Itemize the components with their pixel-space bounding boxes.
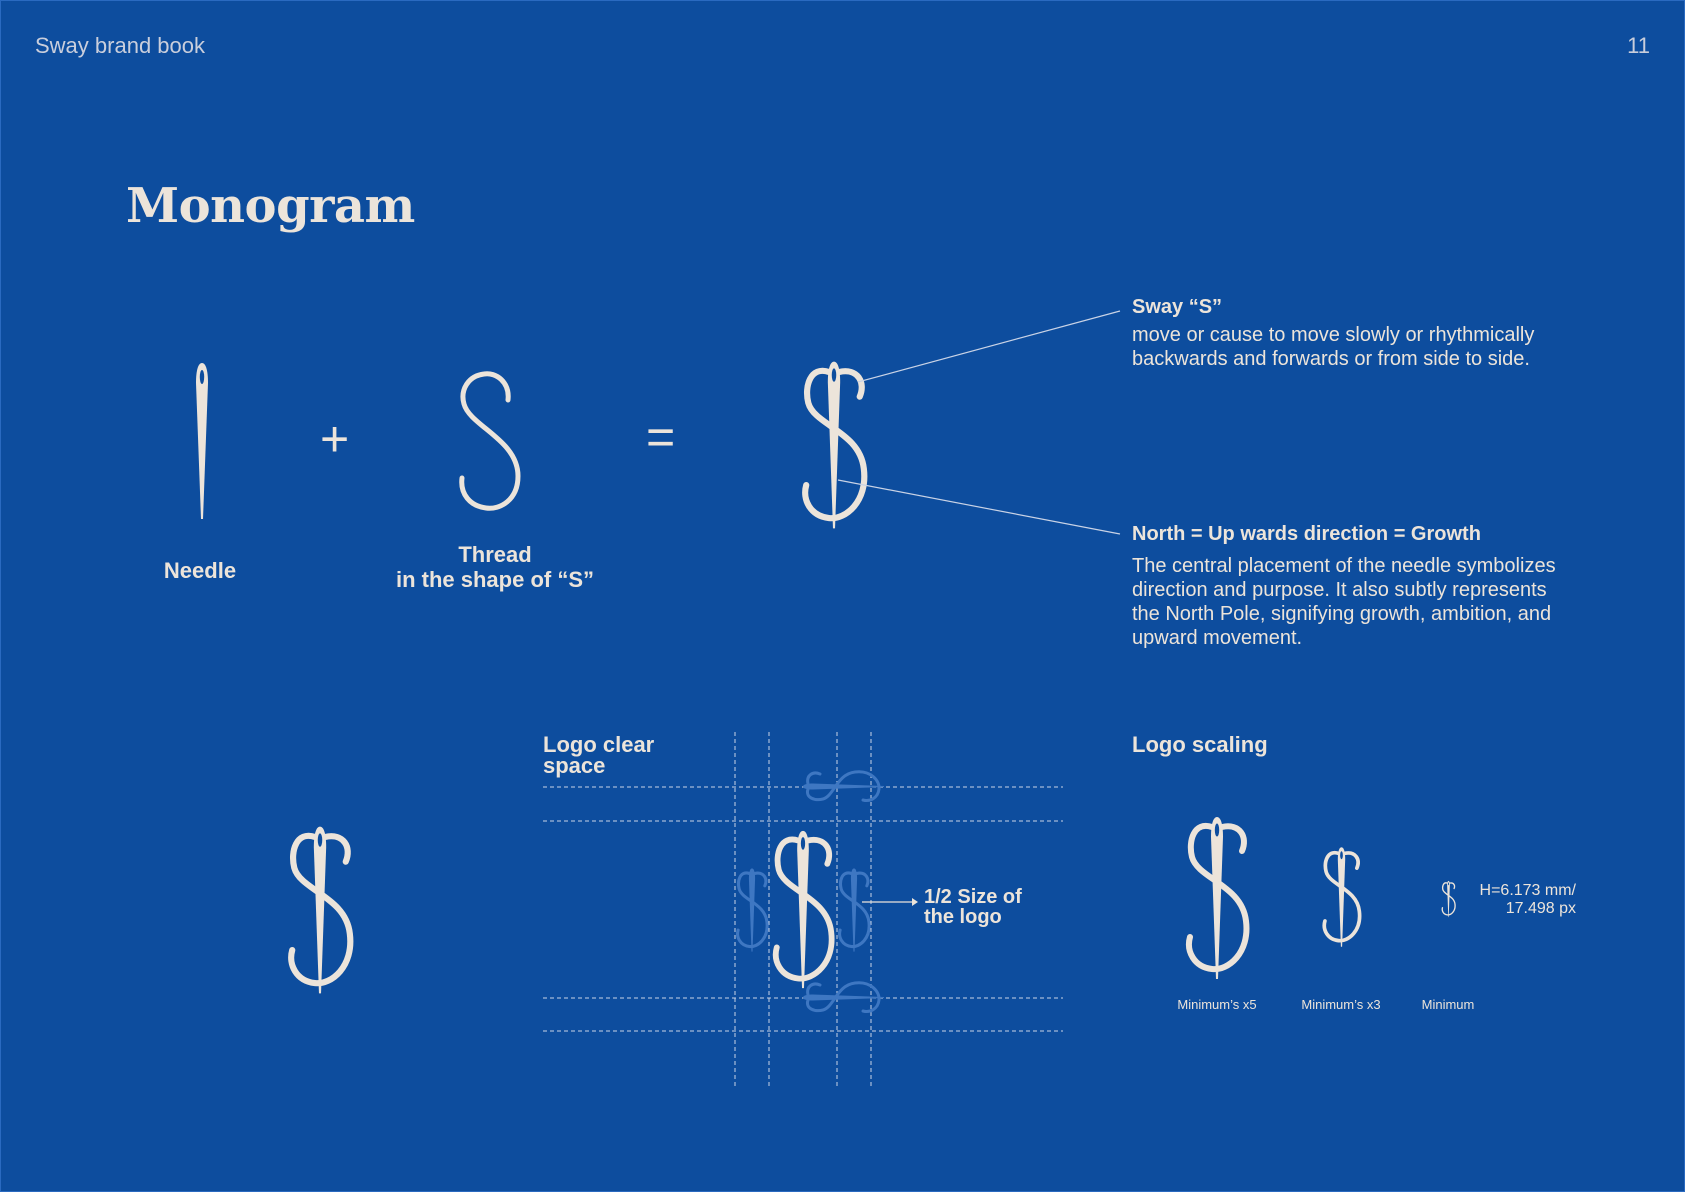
thread-label-line2: in the shape of “S” (395, 567, 595, 592)
minimum-spec-line2: 17.498 px (1505, 900, 1576, 917)
minimum-spec (1466, 882, 1576, 918)
callout-north-title: North = Up wards direction = Growth (1132, 523, 1481, 545)
callout-north-body-1: The central placement of the needle symbolizes (1132, 555, 1556, 577)
page-title: Monogram (126, 178, 415, 234)
monogram-min-icon (1440, 880, 1457, 918)
callout-sway-s-title: Sway “S” (1132, 296, 1223, 318)
callout-north-body-2: direction and purpose. It also subtly represents (1132, 579, 1547, 601)
clear-space-monogram-icon (769, 821, 837, 998)
ghost-monogram-right (840, 868, 870, 951)
needle-label: Needle (163, 558, 237, 583)
caption-x5: Minimum’s x5 (1177, 997, 1257, 1012)
callout-sway-s-body-2: backwards and forwards or from side to side. (1132, 348, 1530, 370)
caption-x3: Minimum’s x3 (1301, 997, 1381, 1012)
plus-sign: + (320, 411, 350, 467)
clear-space-annotation-line2: the logo (924, 906, 1002, 928)
clear-space-title-line2: space (543, 753, 606, 778)
equals-sign: = (646, 409, 676, 465)
caption-min: Minimum (1421, 997, 1475, 1012)
monogram-x3-icon (1320, 843, 1363, 951)
ghost-monogram-left (738, 868, 768, 951)
ghost-monogram-top (803, 772, 884, 801)
page-number: 11 (1627, 33, 1650, 58)
monogram-x5-icon (1182, 808, 1252, 988)
callout-north-body-4: upward movement. (1132, 627, 1303, 649)
clear-space-title-line1: Logo clear (543, 732, 655, 757)
clear-space-annotation (924, 887, 1022, 927)
callout-north-body-3: the North Pole, signifying growth, ambition, and (1132, 603, 1552, 625)
thread-label-line1: Thread (458, 542, 532, 567)
brand-name: Sway brand book (35, 33, 205, 58)
clear-space-annotation-line1: 1/2 Size of (924, 886, 1022, 908)
scaling-title: Logo scaling (1132, 732, 1268, 757)
callout-sway-s-body-1: move or cause to move slowly or rhythmically (1132, 324, 1535, 346)
minimum-spec-line1: H=6.173 mm/ (1479, 882, 1576, 899)
